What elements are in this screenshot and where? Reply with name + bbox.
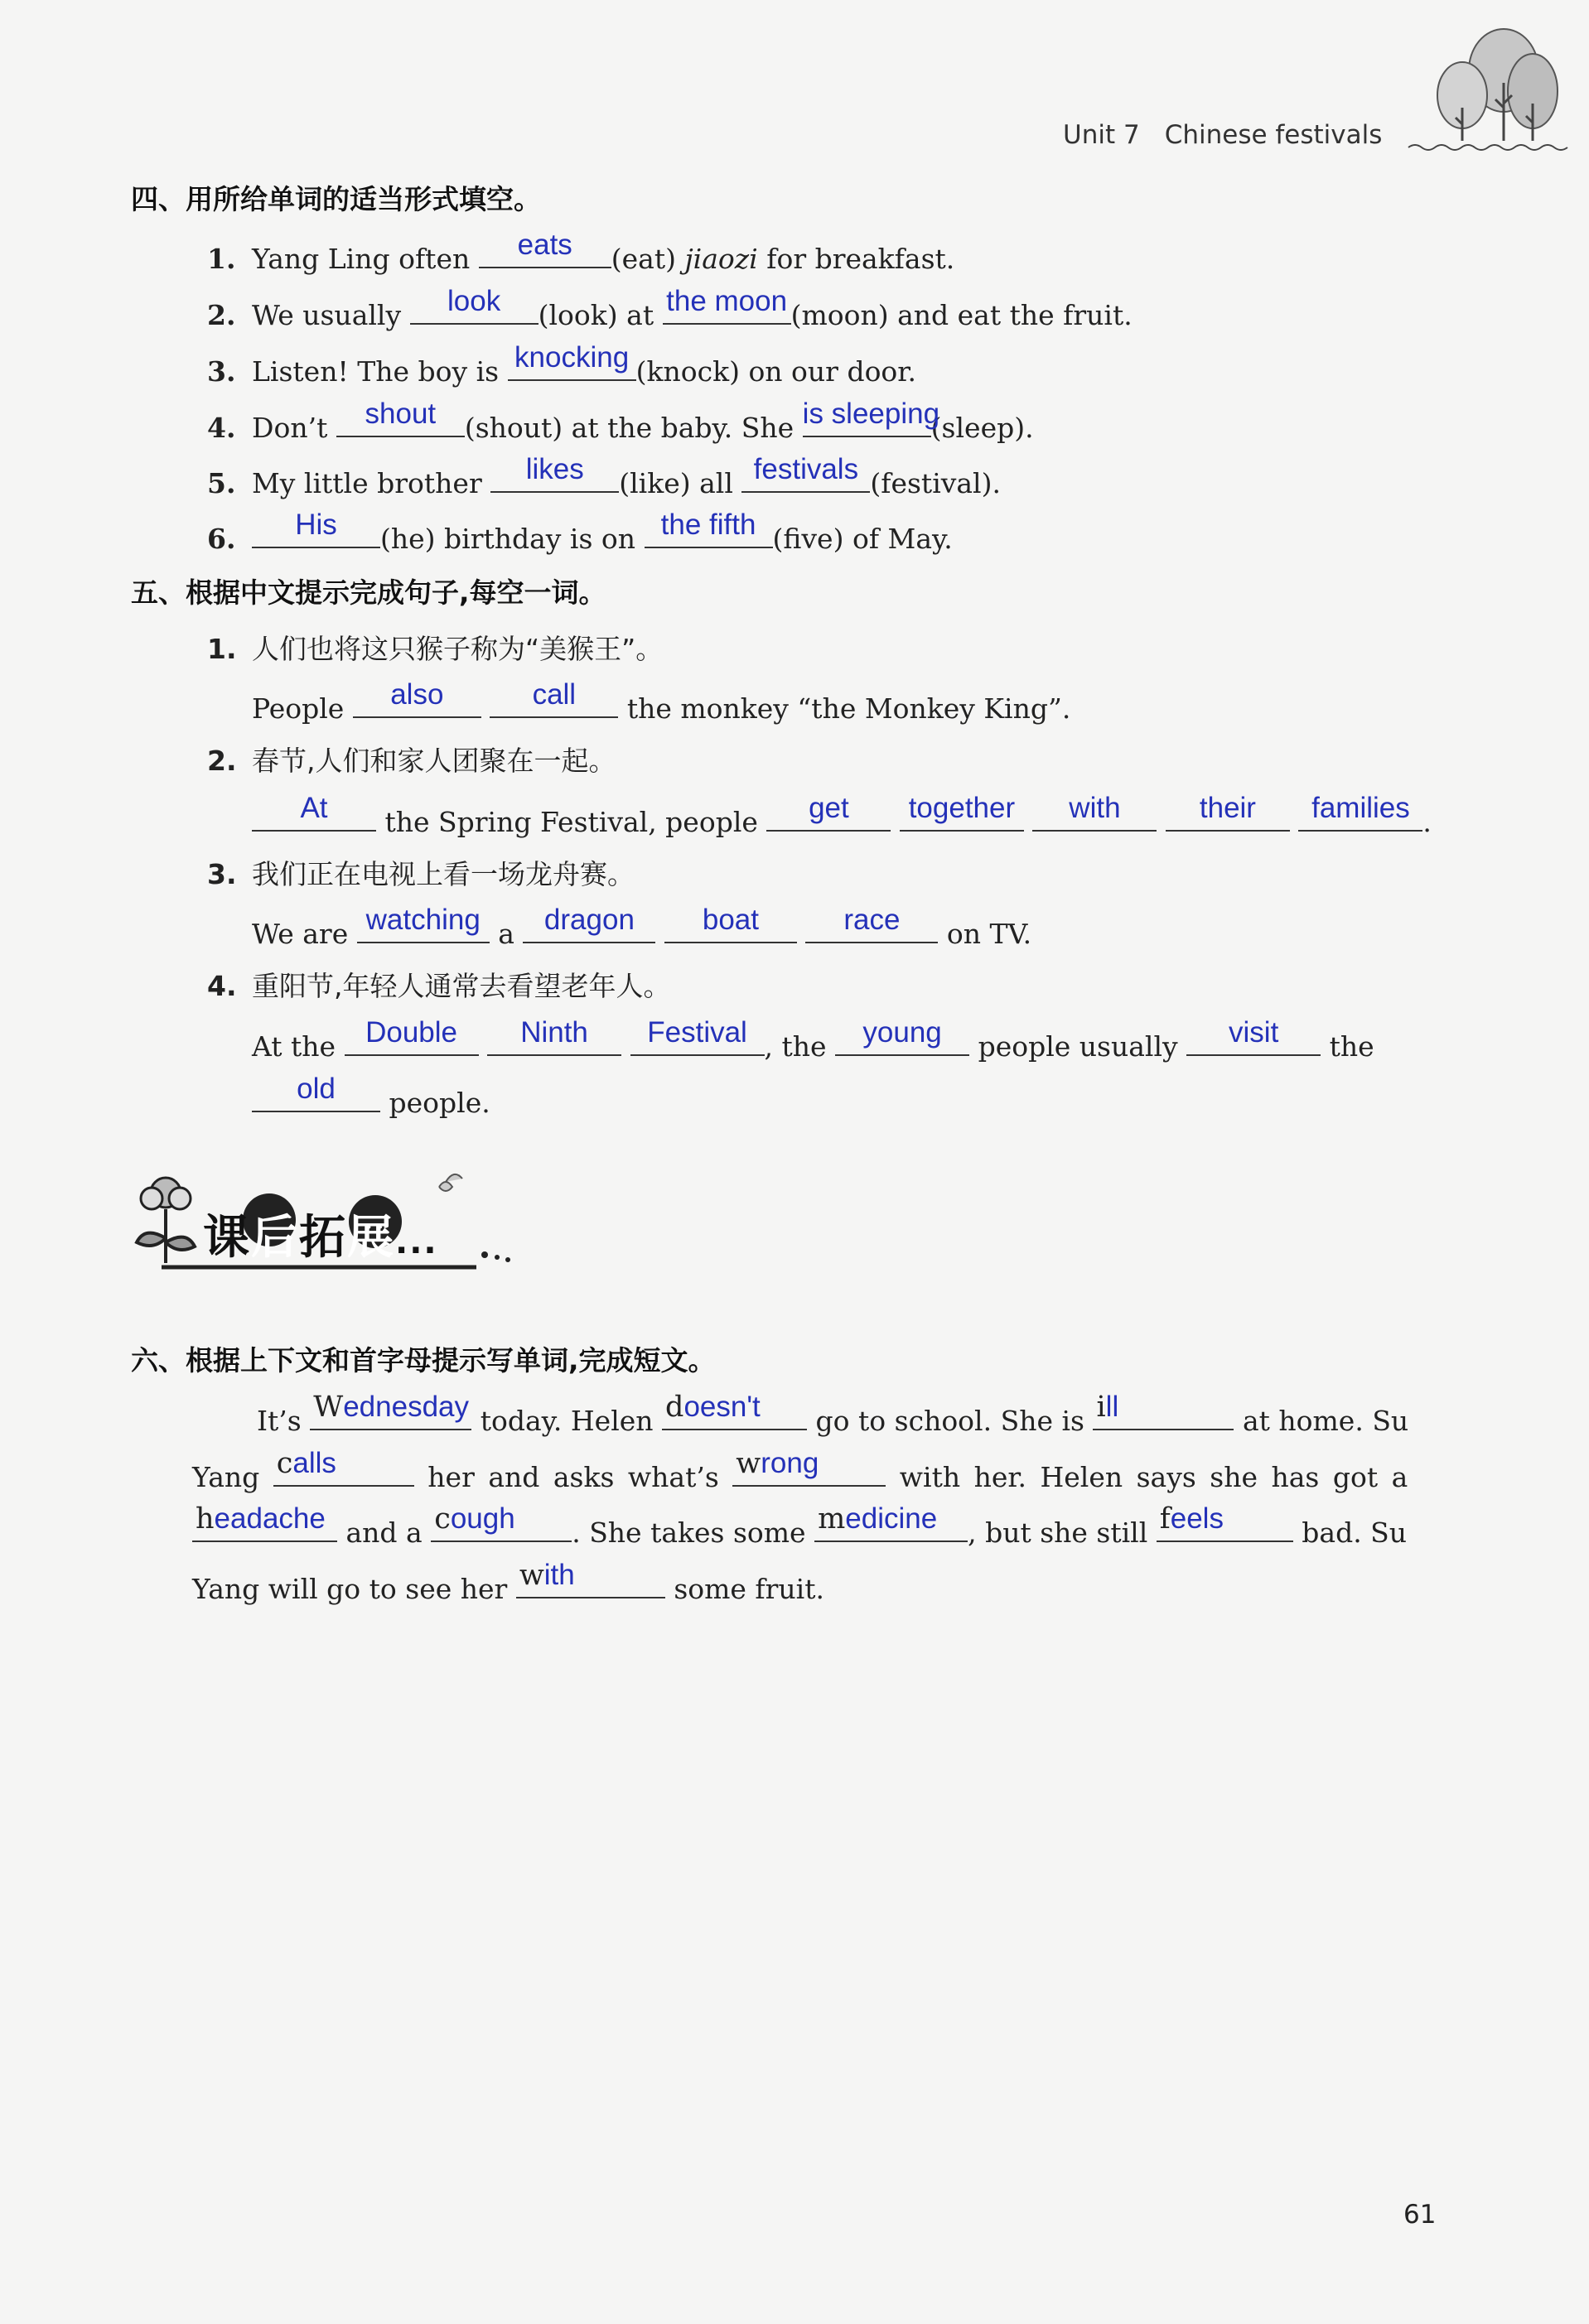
page-number: 61 [1403, 2200, 1437, 2230]
answer-blank[interactable]: knocking [508, 346, 636, 381]
answer-blank[interactable]: At [252, 797, 376, 832]
s5-item-3: We are watching a dragon boat race on TV. [252, 904, 1032, 950]
answer-blank[interactable]: Festival [630, 1021, 765, 1056]
answer-blank[interactable]: visit [1186, 1021, 1321, 1056]
s5-item-4-cn: 4. 重阳节,年轻人通常去看望老年人。 [207, 970, 671, 1002]
s5-item-4-cont: old people. [252, 1078, 490, 1119]
s5-item-1: People also call the monkey “the Monkey King”. [252, 678, 1071, 725]
answer-blank[interactable]: with [516, 1564, 665, 1598]
section6-title: 六、根据上下文和首字母提示写单词,完成短文。 [131, 1344, 716, 1377]
answer-blank[interactable]: old [252, 1078, 380, 1112]
answer-blank[interactable]: Wednesday [310, 1396, 471, 1430]
answer-blank[interactable]: headache [192, 1507, 337, 1542]
unit-topic: Chinese festivals [1164, 120, 1383, 150]
trees-icon [1404, 25, 1570, 157]
answer-blank[interactable]: look [410, 290, 539, 325]
answer-blank[interactable]: call [490, 683, 618, 718]
answer-blank[interactable]: with [1032, 797, 1157, 832]
answer-blank[interactable]: the fifth [645, 513, 773, 548]
s6-line-4: Yang will go to see her with some fruit. [192, 1559, 824, 1605]
answer-blank[interactable]: also [353, 683, 481, 718]
s4-item-4: 4. Don’t shout (shout) at the baby. She is sleeping (sleep). [207, 398, 1034, 444]
s4-item-5: 5. My little brother likes (like) all festivals (festival). [207, 453, 1001, 499]
s4-item-2: 2. We usually look (look) at the moon (moon) and eat the fruit. [207, 285, 1133, 331]
s6-line-3: headache and a cough . She takes some medicine , but she still feels bad. Su [192, 1507, 1407, 1549]
answer-blank[interactable]: doesn't [662, 1396, 807, 1430]
answer-blank[interactable]: eats [479, 234, 611, 268]
section4-title: 四、用所给单词的适当形式填空。 [131, 183, 541, 215]
s6-line-2: Yang calls her and asks what’s wrong with her. Helen says she has got a [192, 1447, 1408, 1493]
answer-blank[interactable]: shout [336, 403, 465, 437]
s5-item-2-cn: 2. 春节,人们和家人团聚在一起。 [207, 745, 616, 777]
banner-title: 课后拓展... [203, 1211, 438, 1265]
answer-blank[interactable]: their [1166, 797, 1290, 832]
s4-item-6: 6. His (he) birthday is on the fifth (five) of May. [207, 509, 953, 555]
answer-blank[interactable]: together [900, 797, 1024, 832]
s5-item-1-cn: 1. 人们也将这只猴子称为“美猴王”。 [207, 633, 664, 665]
answer-blank[interactable]: cough [431, 1507, 572, 1542]
answer-blank[interactable]: calls [273, 1452, 414, 1487]
s4-item-1: 1. Yang Ling often eats (eat) jiaozi for breakfast. [207, 229, 955, 275]
s5-item-3-cn: 3. 我们正在电视上看一场龙舟赛。 [207, 858, 635, 890]
s5-item-2: At the Spring Festival, people get together with their families . [252, 797, 1432, 838]
unit-label: Unit 7 [1063, 120, 1140, 150]
answer-blank[interactable]: His [252, 513, 380, 548]
s4-item-3: 3. Listen! The boy is knocking (knock) on our door. [207, 341, 916, 388]
answer-blank[interactable]: Ninth [487, 1021, 621, 1056]
answer-blank[interactable]: race [805, 909, 938, 943]
answer-blank[interactable]: ill [1093, 1396, 1234, 1430]
answer-blank[interactable]: families [1298, 797, 1422, 832]
answer-blank[interactable]: boat [664, 909, 797, 943]
answer-blank[interactable]: likes [490, 458, 619, 493]
answer-blank[interactable]: festivals [741, 458, 870, 493]
answer-blank[interactable]: medicine [814, 1507, 968, 1542]
answer-blank[interactable]: Double [345, 1021, 479, 1056]
answer-blank[interactable]: watching [357, 909, 490, 943]
answer-blank[interactable]: feels [1157, 1507, 1293, 1542]
answer-blank[interactable]: get [766, 797, 891, 832]
answer-blank[interactable]: wrong [732, 1452, 886, 1487]
answer-blank[interactable]: is sleeping [803, 403, 931, 437]
page-header [1063, 120, 1382, 150]
s6-line-1: It’s Wednesday today. Helen doesn't go to school. She is ill at home. Su [257, 1391, 1409, 1437]
s5-item-4: At the Double Ninth Festival , the young people usually visit the [252, 1016, 1374, 1063]
section5-title: 五、根据中文提示完成句子,每空一词。 [131, 576, 606, 609]
answer-blank[interactable]: dragon [523, 909, 655, 943]
answer-blank[interactable]: the moon [663, 290, 791, 325]
answer-blank[interactable]: young [835, 1021, 969, 1056]
